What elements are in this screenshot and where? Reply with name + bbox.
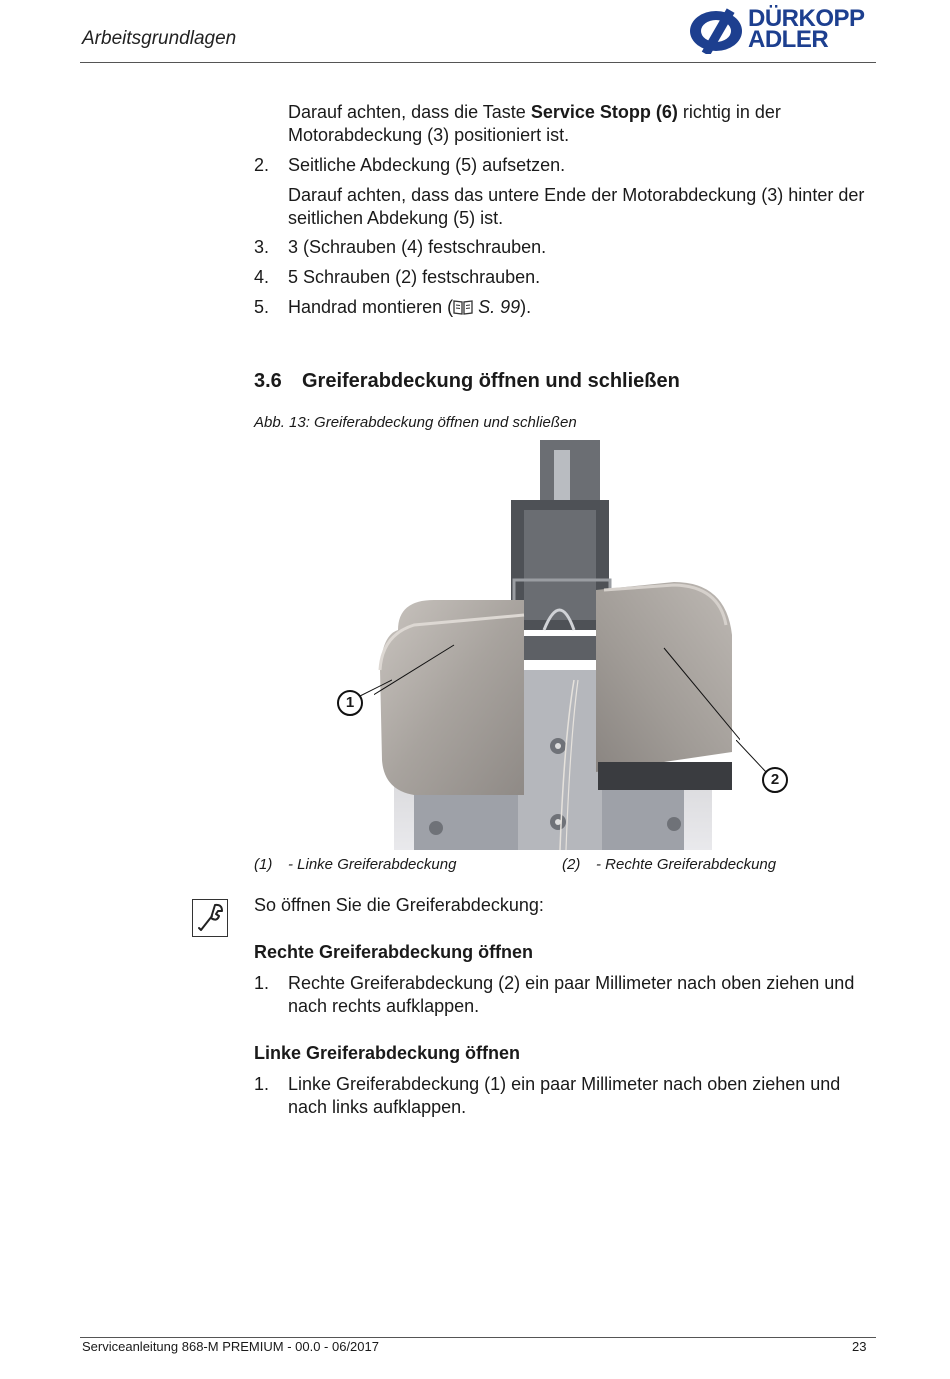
section-title: Greiferabdeckung öffnen und schließen <box>302 370 680 392</box>
footer-divider <box>80 1337 876 1338</box>
header-section-title: Arbeitsgrundlagen <box>82 28 237 49</box>
step-number: 2. <box>254 155 270 175</box>
section-number: 3.6 <box>254 370 282 392</box>
callout-2: 2 <box>762 767 788 793</box>
callout-1: 1 <box>337 690 363 716</box>
logo-line-2: ADLER <box>748 26 829 53</box>
step-text: 5 Schrauben (2) festschrauben. <box>288 267 541 287</box>
step-text: Linke Greiferabdeckung (1) ein paar Millimeter nach oben ziehen und nach links aufklappen. <box>288 1074 841 1117</box>
note-service-stopp: Darauf achten, dass die Taste Service Stopp (6) richtig in der Motorabdeckung (3) positioniert ist. <box>288 102 781 145</box>
subheading-left-cover: Linke Greiferabdeckung öffnen <box>254 1043 521 1063</box>
book-icon <box>453 299 473 315</box>
tool-box <box>192 899 228 937</box>
legend-2-number: (2) <box>562 856 581 873</box>
brand-logo <box>688 5 878 54</box>
instructions-intro: So öffnen Sie die Greiferabdeckung: <box>254 895 544 915</box>
note-motorabdeckung: Darauf achten, dass das untere Ende der Motorabdeckung (3) hinter der seitlichen Abdekung (5) ist. <box>288 185 865 228</box>
logo-wordmark <box>748 5 865 53</box>
legend-1-text: - Linke Greiferabdeckung <box>288 856 457 873</box>
step-number: 5. <box>254 297 270 317</box>
step-text: 3 (Schrauben (4) festschrauben. <box>288 237 547 257</box>
footer-page-number: 23 <box>852 1339 867 1354</box>
step-number: 1. <box>254 973 270 993</box>
step-number: 1. <box>254 1074 270 1094</box>
logo-mark-icon <box>688 8 744 54</box>
footer-manual-info: Serviceanleitung 868-M PREMIUM - 00.0 - 06/2017 <box>82 1339 379 1354</box>
step-text: Seitliche Abdeckung (5) aufsetzen. <box>288 155 566 175</box>
step-number: 4. <box>254 267 270 287</box>
subheading-right-cover: Rechte Greiferabdeckung öffnen <box>254 942 534 962</box>
figure-caption: Abb. 13: Greiferabdeckung öffnen und schließen <box>254 414 577 431</box>
step-text: Rechte Greiferabdeckung (2) ein paar Millimeter nach oben ziehen und nach rechts aufklappen. <box>288 973 855 1016</box>
step-number: 3. <box>254 237 270 257</box>
figure-photo-hook-cover <box>374 440 740 850</box>
wrench-icon <box>193 900 227 936</box>
logo-line-1: DÜRKOPP <box>748 5 865 32</box>
legend-2-text: - Rechte Greiferabdeckung <box>596 856 777 873</box>
section-heading <box>254 370 680 393</box>
legend-1-number: (1) <box>254 856 273 873</box>
step-text: Handrad montieren ( S. 99). <box>288 297 532 317</box>
header-divider <box>80 62 876 63</box>
page-reference-link[interactable]: S. 99 <box>478 297 521 317</box>
